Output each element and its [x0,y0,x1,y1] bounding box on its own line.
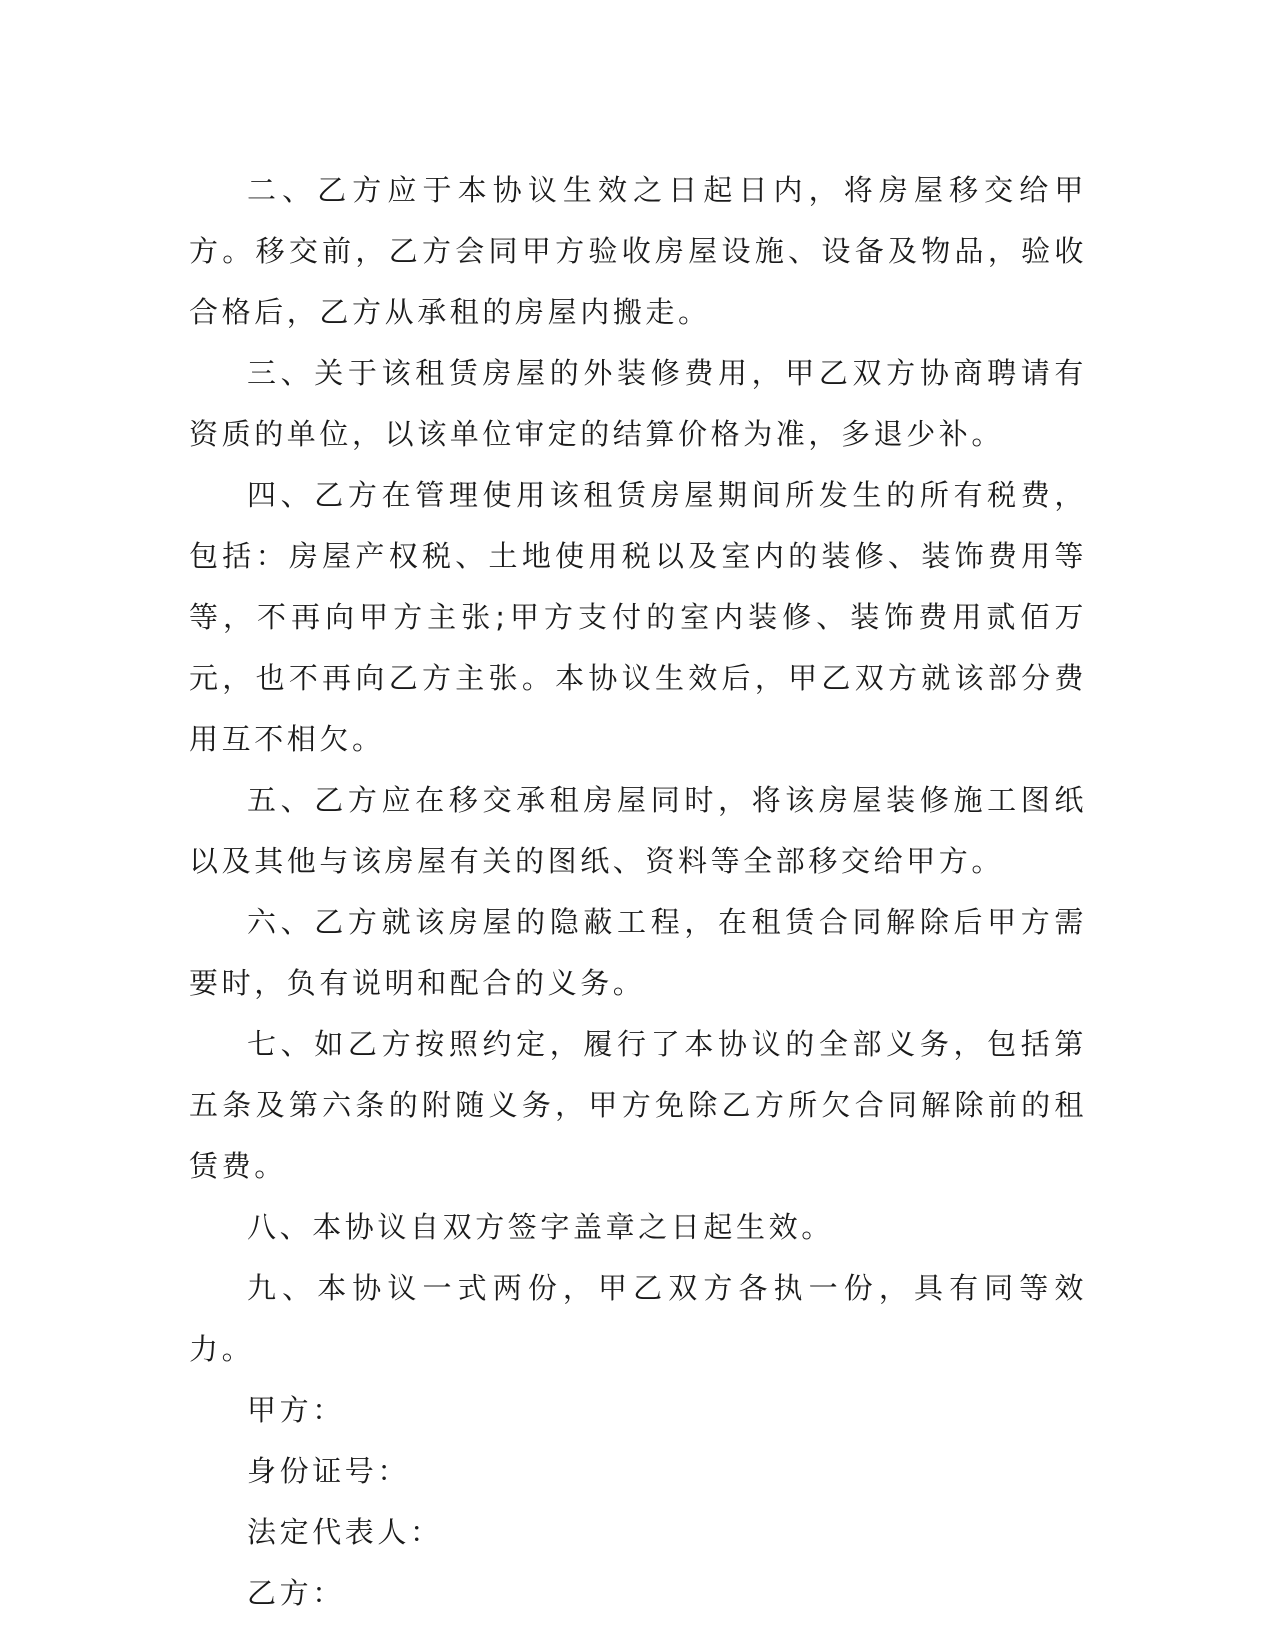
signature-legal-representative: 法定代表人： [247,1515,443,1549]
clause-4: 四、乙方在管理使用该租赁房屋期间所发生的所有税费，包括：房屋产权税、土地使用税以及室内的装修、装饰费用等等，不再向甲方主张;甲方支付的室内装修、装饰费用贰佰万元，也不再向乙方主张。本协议生效后，甲乙双方就该部分费用互不相欠。 [189,478,1087,756]
document-body [189,160,1087,1624]
clause-9: 九、本协议一式两份，甲乙双方各执一份，具有同等效力。 [189,1271,1087,1366]
clause-2: 二、乙方应于本协议生效之日起日内，将房屋移交给甲方。移交前，乙方会同甲方验收房屋设施、设备及物品，验收合格后，乙方从承租的房屋内搬走。 [189,173,1087,329]
signature-party-a: 甲方： [247,1393,345,1427]
clause-7: 七、如乙方按照约定，履行了本协议的全部义务，包括第五条及第六条的附随义务，甲方免除乙方所欠合同解除前的租赁费。 [189,1027,1087,1183]
signature-party-b: 乙方： [247,1576,345,1610]
signature-id-number: 身份证号： [247,1454,411,1488]
clause-6: 六、乙方就该房屋的隐蔽工程，在租赁合同解除后甲方需要时，负有说明和配合的义务。 [189,905,1087,1000]
clause-5: 五、乙方应在移交承租房屋同时，将该房屋装修施工图纸以及其他与该房屋有关的图纸、资料等全部移交给甲方。 [189,783,1087,878]
clause-8: 八、本协议自双方签字盖章之日起生效。 [247,1210,834,1244]
clause-3: 三、关于该租赁房屋的外装修费用，甲乙双方协商聘请有资质的单位，以该单位审定的结算价格为准，多退少补。 [189,356,1087,451]
